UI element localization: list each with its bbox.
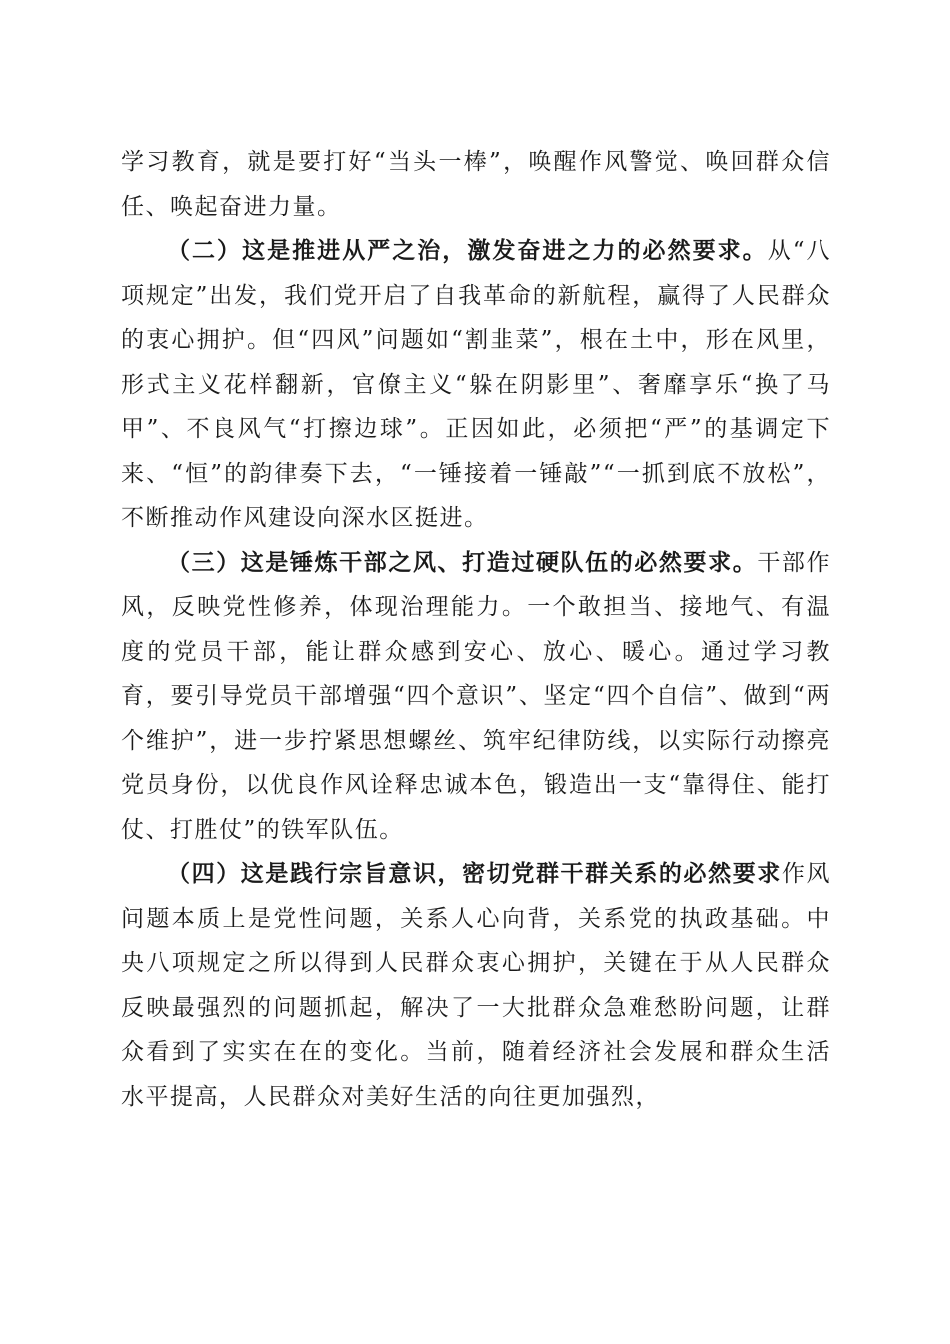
paragraph-1-text: 学习教育，就是要打好“当头一棒”，唤醒作风警觉、唤回群众信任、唤起奋进力量。 <box>121 149 831 220</box>
section-4-heading: （四）这是践行宗旨意识，密切党群干群关系的必然要求 <box>167 860 782 887</box>
paragraph-2-text: 从“八项规定”出发，我们党开启了自我革命的新航程，赢得了人民群众的衷心拥护。但“四风”问题如“割韭菜”，根在土中，形在风里，形式主义花样翻新，官僚主义“躲在阴影里”、奢靡享乐“换了马甲”、不良风气“打擦边球”。正因如此，必须把“严”的基调定下来、“恒”的韵律奏下去，“一锤接着一锤敲”“一抓到底不放松”，不断推动作风建设向深水区挺进。 <box>121 238 832 531</box>
paragraph-2 <box>121 229 831 541</box>
paragraph-1 <box>121 140 831 229</box>
paragraph-4-text: 作风问题本质上是党性问题，关系人心向背，关系党的执政基础。中央八项规定之所以得到人民群众衷心拥护，关键在于从人民群众反映最强烈的问题抓起，解决了一大批群众急难愁盼问题，让群众看到了实实在在的变化。当前，随着经济社会发展和群众生活水平提高，人民群众对美好生活的向往更加强烈， <box>121 861 832 1110</box>
document-body <box>121 140 831 1119</box>
section-2-heading: （二）这是推进从严之治，激发奋进之力的必然要求。 <box>167 237 768 264</box>
section-3-heading: （三）这是锤炼干部之风、打造过硬队伍的必然要求。 <box>167 548 758 576</box>
paragraph-3 <box>121 541 831 853</box>
paragraph-4 <box>121 852 831 1119</box>
paragraph-3-text: 干部作风，反映党性修养，体现治理能力。一个敢担当、接地气、有温度的党员干部，能让群众感到安心、放心、暖心。通过学习教育，要引导党员干部增强“四个意识”、坚定“四个自信”、做到“两个维护”，进一步拧紧思想螺丝、筑牢纪律防线，以实际行动擦亮党员身份，以优良作风诠释忠诚本色，锻造出一支“靠得住、能打仗、打胜仗”的铁军队伍。 <box>121 549 832 843</box>
